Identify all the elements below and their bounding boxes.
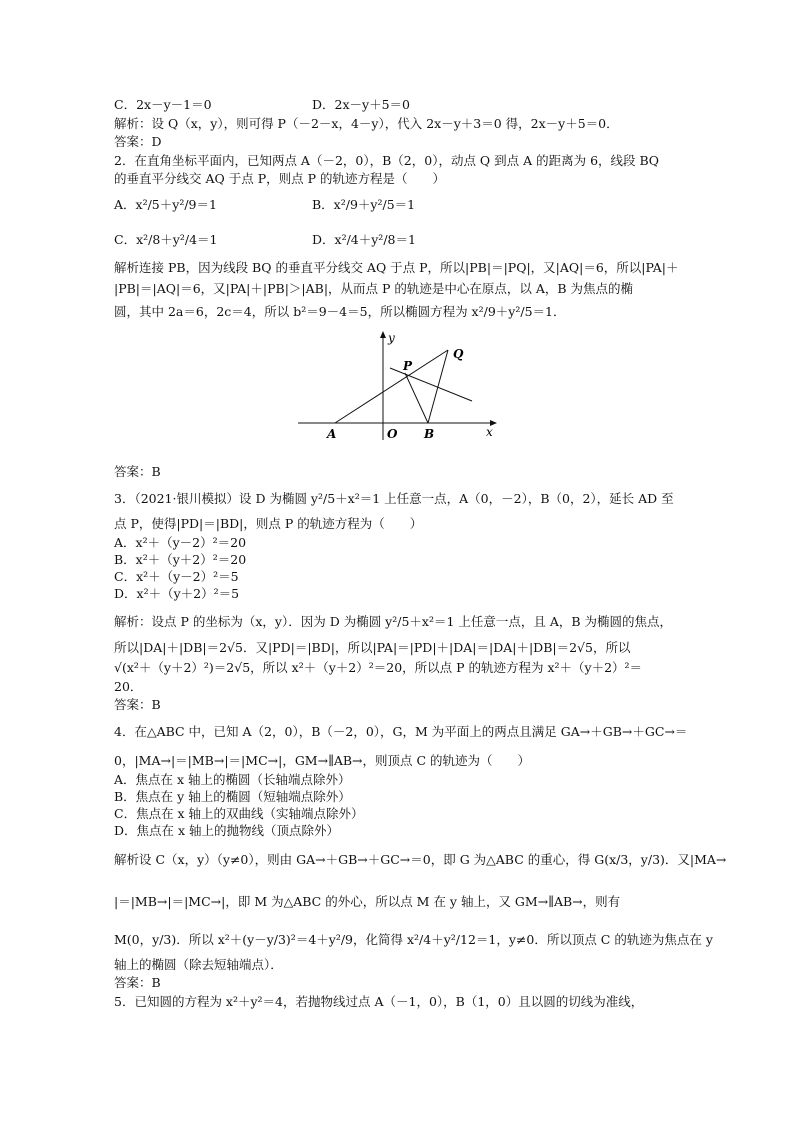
label-o: O <box>387 427 398 441</box>
label-a: A <box>327 427 337 441</box>
label-q: Q <box>453 347 464 361</box>
q3-option-c: C．x²＋（y－2）²＝5 <box>114 569 239 584</box>
q1-analysis: 解析：设 Q（x，y），则可得 P（－2－x，4－y），代入 2x－y＋3＝0 得，2x－y＋5＝0． <box>114 116 619 131</box>
q1-option-d: D．2x－y＋5＝0 <box>312 97 410 112</box>
q4-analysis-line2: |＝|MB→|＝|MC→|，即 M 为△ABC 的外心，所以点 M 在 y 轴上，又 GM→∥AB→，则有 <box>114 894 621 909</box>
q2-geometry-figure <box>290 328 510 448</box>
q5-stem-line1: 5．已知圆的方程为 x²＋y²＝4，若抛物线过点 A（－1，0），B（1，0）且以圆的切线为准线， <box>114 994 644 1009</box>
label-x: x <box>486 425 493 439</box>
q2-analysis-line3: 圆，其中 2a＝6，2c＝4，所以 b²＝9－4＝5，所以椭圆方程为 x²/9＋y²/5＝1． <box>114 304 566 319</box>
q4-option-c: C．焦点在 x 轴上的双曲线（实轴端点除外） <box>114 806 364 821</box>
q4-option-d: D．焦点在 x 轴上的抛物线（顶点除外） <box>114 823 340 838</box>
q3-analysis-line1: 解析：设点 P 的坐标为（x，y）．因为 D 为椭圆 y²/5＋x²＝1 上任意一点，且 A，B 为椭圆的焦点， <box>114 614 673 629</box>
q4-answer: 答案：B <box>114 975 161 990</box>
q1-answer: 答案：D <box>114 134 162 149</box>
label-b: B <box>424 427 435 441</box>
label-p: P <box>403 359 413 373</box>
q1-option-c: C．2x－y－1＝0 <box>114 97 212 112</box>
q2-analysis-line1: 解析连接 PB，因为线段 BQ 的垂直平分线交 AQ 于点 P，所以|PB|＝|PQ|，又|AQ|＝6，所以|PA|＋ <box>114 260 679 275</box>
q4-option-a: A．焦点在 x 轴上的椭圆（长轴端点除外） <box>114 772 351 787</box>
q3-option-b: B．x²＋（y＋2）²＝20 <box>114 552 247 567</box>
q4-option-b: B．焦点在 y 轴上的椭圆（短轴端点除外） <box>114 789 351 804</box>
q3-analysis-line2: 所以|DA|＋|DB|＝2√5．又|PD|＝|BD|，所以|PA|＝|PD|＋|DA|＝|DA|＋|DB|＝2√5，所以 <box>114 640 631 655</box>
q2-option-a: A．x²/5＋y²/9＝1 <box>114 197 217 212</box>
q3-answer: 答案：B <box>114 697 161 712</box>
q3-stem-line1: 3．（2021·银川模拟）设 D 为椭圆 y²/5＋x²＝1 上任意一点，A（0，－2），B（0，2），延长 AD 至 <box>114 491 674 506</box>
q4-analysis-line3: M(0，y/3)．所以 x²＋(y－y/3)²＝4＋y²/9，化简得 x²/4＋y²/12＝1，y≠0．所以顶点 C 的轨迹为焦点在 y <box>114 932 713 947</box>
q2-analysis-line2: |PB|＝|AQ|＝6，又|PA|＋|PB|＞|AB|，从而点 P 的轨迹是中心在原点，以 A，B 为焦点的椭 <box>114 281 634 296</box>
q2-stem-line2: 的垂直平分线交 AQ 于点 P，则点 P 的轨迹方程是（ ） <box>114 171 445 186</box>
q3-option-d: D．x²＋（y＋2）²＝5 <box>114 586 240 601</box>
q2-answer: 答案：B <box>114 464 161 479</box>
q4-stem-line1: 4．在△ABC 中，已知 A（2，0），B（－2，0），G，M 为平面上的两点且满足 GA→＋GB→＋GC→＝ <box>114 724 688 739</box>
q2-option-d: D．x²/4＋y²/8＝1 <box>312 232 416 247</box>
q3-analysis-line4: 20． <box>114 679 143 694</box>
q2-option-c: C．x²/8＋y²/4＝1 <box>114 232 218 247</box>
q4-analysis-line1: 解析设 C（x，y）（y≠0），则由 GA→＋GB→＋GC→＝0，即 G 为△ABC 的重心，得 G(x/3，y/3)．又|MA→ <box>114 852 727 867</box>
y-axis-arrow <box>380 331 386 338</box>
q4-analysis-line4: 轴上的椭圆（除去短轴端点）． <box>114 957 283 972</box>
q3-analysis-line3: √(x²＋（y＋2）²)＝2√5，所以 x²＋（y＋2）²＝20，所以点 P 的轨迹方程为 x²＋（y＋2）²＝ <box>114 660 643 675</box>
q2-option-b: B．x²/9＋y²/5＝1 <box>312 197 416 212</box>
q2-stem-line1: 2．在直角坐标平面内，已知两点 A（－2，0），B（2，0），动点 Q 到点 A 的距离为 6，线段 BQ <box>114 153 659 168</box>
q3-stem-line2: 点 P，使得|PD|＝|BD|，则点 P 的轨迹方程为（ ） <box>114 516 423 531</box>
segment-pb <box>405 373 428 423</box>
q3-option-a: A．x²＋（y－2）²＝20 <box>114 535 247 550</box>
q4-stem-line2: 0，|MA→|＝|MB→|＝|MC→|，GM→∥AB→，则顶点 C 的轨迹为（ ） <box>114 753 531 768</box>
label-y: y <box>388 331 395 345</box>
